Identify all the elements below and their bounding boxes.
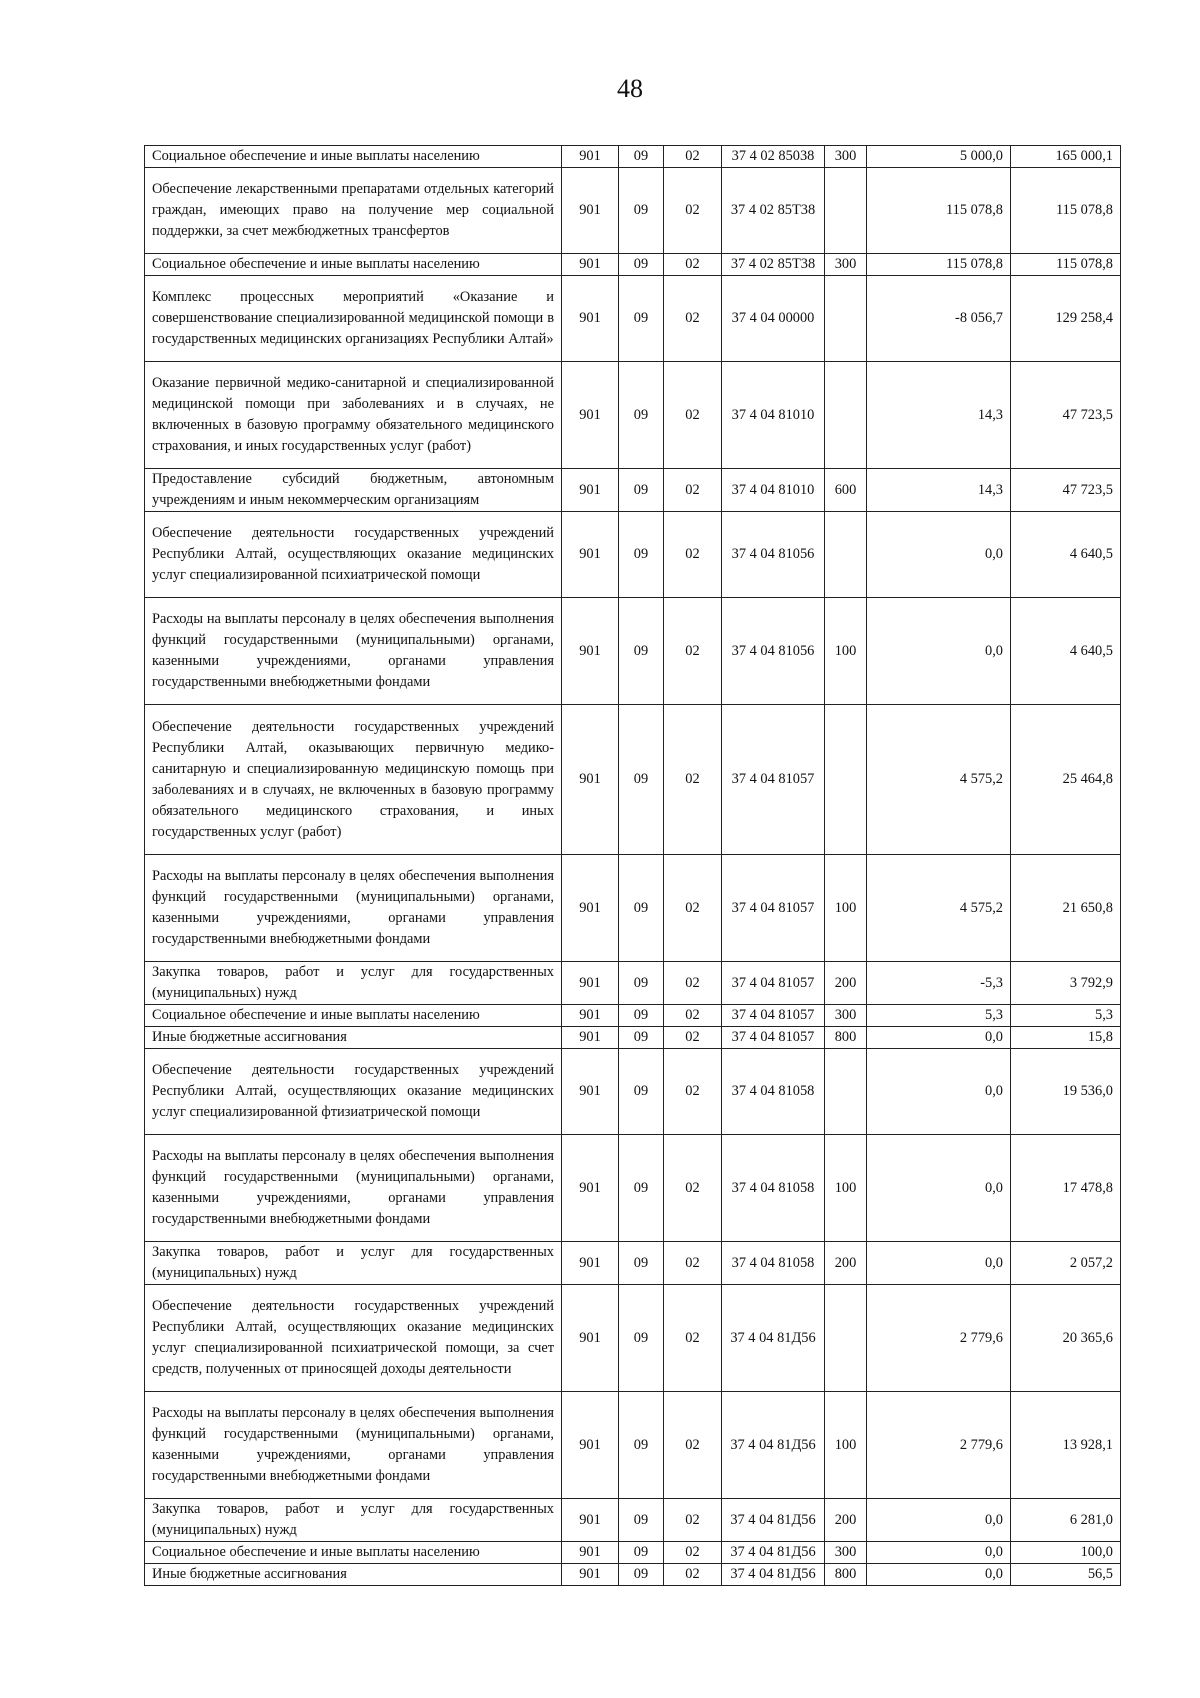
amount-total: 47 723,5 [1011,469,1121,512]
target-article-code: 37 4 04 00000 [722,276,825,362]
section-code: 09 [619,705,664,855]
table-row [145,1027,1121,1049]
ministry-code: 901 [562,1049,619,1135]
subsection-code: 02 [664,276,722,362]
table-row [145,1542,1121,1564]
amount-total: 115 078,8 [1011,254,1121,276]
expense-type-code: 200 [825,1242,867,1285]
subsection-code: 02 [664,962,722,1005]
section-code: 09 [619,1135,664,1242]
table-row [145,1392,1121,1499]
subsection-code: 02 [664,1005,722,1027]
amount-change: 4 575,2 [867,705,1011,855]
amount-change: -8 056,7 [867,276,1011,362]
subsection-code: 02 [664,1285,722,1392]
subsection-code: 02 [664,1564,722,1586]
table-row [145,855,1121,962]
amount-total: 6 281,0 [1011,1499,1121,1542]
subsection-code: 02 [664,168,722,254]
section-code: 09 [619,362,664,469]
amount-total: 21 650,8 [1011,855,1121,962]
ministry-code: 901 [562,146,619,168]
amount-change: 115 078,8 [867,168,1011,254]
amount-change: 0,0 [867,1542,1011,1564]
subsection-code: 02 [664,512,722,598]
subsection-code: 02 [664,855,722,962]
section-code: 09 [619,254,664,276]
ministry-code: 901 [562,469,619,512]
section-code: 09 [619,1564,664,1586]
expense-type-code [825,362,867,469]
subsection-code: 02 [664,1499,722,1542]
expense-type-code [825,276,867,362]
row-description: Социальное обеспечение и иные выплаты населению [145,146,562,168]
amount-change: 0,0 [867,1135,1011,1242]
expense-type-code [825,512,867,598]
amount-total: 115 078,8 [1011,168,1121,254]
table-row [145,1285,1121,1392]
section-code: 09 [619,168,664,254]
ministry-code: 901 [562,168,619,254]
row-description: Комплекс процессных мероприятий «Оказание и совершенствование специализированной медицинской помощи в государственных медицинских организациях Республики Алтай» [145,276,562,362]
subsection-code: 02 [664,598,722,705]
amount-total: 25 464,8 [1011,705,1121,855]
amount-total: 56,5 [1011,1564,1121,1586]
subsection-code: 02 [664,1392,722,1499]
amount-total: 15,8 [1011,1027,1121,1049]
table-row [145,1242,1121,1285]
ministry-code: 901 [562,1564,619,1586]
subsection-code: 02 [664,1242,722,1285]
row-description: Расходы на выплаты персоналу в целях обеспечения выполнения функций государственными (муниципальными) органами, казенными учреждениями, органами управления государственными внебюджетными фондами [145,598,562,705]
expense-type-code: 100 [825,1135,867,1242]
target-article-code: 37 4 04 81057 [722,1005,825,1027]
section-code: 09 [619,1027,664,1049]
table-row [145,146,1121,168]
amount-total: 4 640,5 [1011,512,1121,598]
target-article-code: 37 4 04 81057 [722,855,825,962]
ministry-code: 901 [562,1499,619,1542]
ministry-code: 901 [562,1005,619,1027]
section-code: 09 [619,1499,664,1542]
amount-total: 129 258,4 [1011,276,1121,362]
section-code: 09 [619,962,664,1005]
amount-total: 47 723,5 [1011,362,1121,469]
amount-change: 115 078,8 [867,254,1011,276]
ministry-code: 901 [562,855,619,962]
row-description: Закупка товаров, работ и услуг для государственных (муниципальных) нужд [145,962,562,1005]
amount-total: 19 536,0 [1011,1049,1121,1135]
subsection-code: 02 [664,1542,722,1564]
table-row [145,168,1121,254]
target-article-code: 37 4 04 81056 [722,512,825,598]
amount-total: 5,3 [1011,1005,1121,1027]
section-code: 09 [619,1285,664,1392]
amount-total: 20 365,6 [1011,1285,1121,1392]
amount-total: 13 928,1 [1011,1392,1121,1499]
section-code: 09 [619,855,664,962]
subsection-code: 02 [664,705,722,855]
row-description: Обеспечение деятельности государственных учреждений Республики Алтай, осуществляющих оказание медицинских услуг специализированной фтизиатрической помощи [145,1049,562,1135]
target-article-code: 37 4 04 81057 [722,1027,825,1049]
expense-type-code: 800 [825,1564,867,1586]
section-code: 09 [619,469,664,512]
subsection-code: 02 [664,1135,722,1242]
amount-change: -5,3 [867,962,1011,1005]
table-row [145,1135,1121,1242]
expense-type-code: 300 [825,1542,867,1564]
row-description: Социальное обеспечение и иные выплаты населению [145,1542,562,1564]
expense-type-code: 300 [825,1005,867,1027]
table-row [145,598,1121,705]
section-code: 09 [619,1242,664,1285]
expense-type-code: 100 [825,1392,867,1499]
row-description: Обеспечение деятельности государственных учреждений Республики Алтай, осуществляющих оказание медицинских услуг специализированной психиатрической помощи [145,512,562,598]
ministry-code: 901 [562,276,619,362]
table-row [145,362,1121,469]
row-description: Иные бюджетные ассигнования [145,1027,562,1049]
expense-type-code: 100 [825,855,867,962]
amount-total: 2 057,2 [1011,1242,1121,1285]
ministry-code: 901 [562,512,619,598]
target-article-code: 37 4 04 81Д56 [722,1392,825,1499]
table-row [145,1499,1121,1542]
table-row [145,469,1121,512]
row-description: Расходы на выплаты персоналу в целях обеспечения выполнения функций государственными (муниципальными) органами, казенными учреждениями, органами управления государственными внебюджетными фондами [145,855,562,962]
target-article-code: 37 4 04 81Д56 [722,1564,825,1586]
subsection-code: 02 [664,362,722,469]
section-code: 09 [619,1049,664,1135]
table-row [145,705,1121,855]
expense-type-code: 600 [825,469,867,512]
section-code: 09 [619,276,664,362]
ministry-code: 901 [562,1242,619,1285]
target-article-code: 37 4 04 81056 [722,598,825,705]
target-article-code: 37 4 02 85038 [722,146,825,168]
amount-total: 100,0 [1011,1542,1121,1564]
expense-type-code: 300 [825,146,867,168]
target-article-code: 37 4 04 81058 [722,1242,825,1285]
target-article-code: 37 4 04 81057 [722,705,825,855]
amount-change: 14,3 [867,362,1011,469]
expense-type-code: 800 [825,1027,867,1049]
amount-change: 0,0 [867,1564,1011,1586]
amount-change: 0,0 [867,1027,1011,1049]
target-article-code: 37 4 04 81Д56 [722,1499,825,1542]
ministry-code: 901 [562,598,619,705]
amount-total: 3 792,9 [1011,962,1121,1005]
subsection-code: 02 [664,1049,722,1135]
section-code: 09 [619,146,664,168]
table-row [145,1564,1121,1586]
target-article-code: 37 4 04 81058 [722,1049,825,1135]
amount-change: 5 000,0 [867,146,1011,168]
ministry-code: 901 [562,254,619,276]
subsection-code: 02 [664,1027,722,1049]
row-description: Обеспечение лекарственными препаратами отдельных категорий граждан, имеющих право на получение мер социальной поддержки, за счет межбюджетных трансфертов [145,168,562,254]
expense-type-code: 200 [825,1499,867,1542]
subsection-code: 02 [664,469,722,512]
ministry-code: 901 [562,962,619,1005]
target-article-code: 37 4 04 81Д56 [722,1542,825,1564]
expense-type-code: 300 [825,254,867,276]
budget-table [144,145,1121,1586]
target-article-code: 37 4 04 81058 [722,1135,825,1242]
target-article-code: 37 4 04 81010 [722,362,825,469]
table-row [145,254,1121,276]
amount-change: 0,0 [867,598,1011,705]
expense-type-code [825,1049,867,1135]
section-code: 09 [619,1005,664,1027]
target-article-code: 37 4 04 81010 [722,469,825,512]
subsection-code: 02 [664,146,722,168]
amount-change: 4 575,2 [867,855,1011,962]
amount-total: 4 640,5 [1011,598,1121,705]
section-code: 09 [619,1542,664,1564]
target-article-code: 37 4 04 81Д56 [722,1285,825,1392]
amount-change: 0,0 [867,1499,1011,1542]
table-row [145,1005,1121,1027]
table-row [145,512,1121,598]
ministry-code: 901 [562,705,619,855]
ministry-code: 901 [562,1392,619,1499]
section-code: 09 [619,512,664,598]
section-code: 09 [619,1392,664,1499]
section-code: 09 [619,598,664,705]
row-description: Закупка товаров, работ и услуг для государственных (муниципальных) нужд [145,1499,562,1542]
row-description: Обеспечение деятельности государственных учреждений Республики Алтай, осуществляющих оказание медицинских услуг специализированной психиатрической помощи, за счет средств, полученных от приносящей доходы деятельности [145,1285,562,1392]
row-description: Обеспечение деятельности государственных учреждений Республики Алтай, оказывающих первичную медико-санитарную и специализированную медицинскую помощь при заболеваниях и в случаях, не включенных в базовую программу обязательного медицинского страхования, и иных государственных услуг (работ) [145,705,562,855]
expense-type-code [825,1285,867,1392]
row-description: Социальное обеспечение и иные выплаты населению [145,254,562,276]
subsection-code: 02 [664,254,722,276]
ministry-code: 901 [562,362,619,469]
row-description: Закупка товаров, работ и услуг для государственных (муниципальных) нужд [145,1242,562,1285]
expense-type-code [825,705,867,855]
amount-change: 0,0 [867,1049,1011,1135]
row-description: Расходы на выплаты персоналу в целях обеспечения выполнения функций государственными (муниципальными) органами, казенными учреждениями, органами управления государственными внебюджетными фондами [145,1135,562,1242]
amount-change: 5,3 [867,1005,1011,1027]
table-row [145,276,1121,362]
row-description: Социальное обеспечение и иные выплаты населению [145,1005,562,1027]
row-description: Иные бюджетные ассигнования [145,1564,562,1586]
amount-total: 17 478,8 [1011,1135,1121,1242]
table-body [145,146,1121,1586]
ministry-code: 901 [562,1135,619,1242]
amount-total: 165 000,1 [1011,146,1121,168]
amount-change: 2 779,6 [867,1392,1011,1499]
amount-change: 0,0 [867,512,1011,598]
row-description: Расходы на выплаты персоналу в целях обеспечения выполнения функций государственными (муниципальными) органами, казенными учреждениями, органами управления государственными внебюджетными фондами [145,1392,562,1499]
expense-type-code [825,168,867,254]
table-row [145,962,1121,1005]
expense-type-code: 200 [825,962,867,1005]
expense-type-code: 100 [825,598,867,705]
ministry-code: 901 [562,1027,619,1049]
target-article-code: 37 4 02 85Т38 [722,168,825,254]
target-article-code: 37 4 04 81057 [722,962,825,1005]
row-description: Предоставление субсидий бюджетным, автономным учреждениям и иным некоммерческим организациям [145,469,562,512]
table-row [145,1049,1121,1135]
ministry-code: 901 [562,1542,619,1564]
amount-change: 0,0 [867,1242,1011,1285]
amount-change: 14,3 [867,469,1011,512]
target-article-code: 37 4 02 85Т38 [722,254,825,276]
row-description: Оказание первичной медико-санитарной и специализированной медицинской помощи при заболеваниях и в случаях, не включенных в базовую программу обязательного медицинского страхования, и иных государственных услуг (работ) [145,362,562,469]
amount-change: 2 779,6 [867,1285,1011,1392]
ministry-code: 901 [562,1285,619,1392]
page-number: 48 [617,74,643,103]
